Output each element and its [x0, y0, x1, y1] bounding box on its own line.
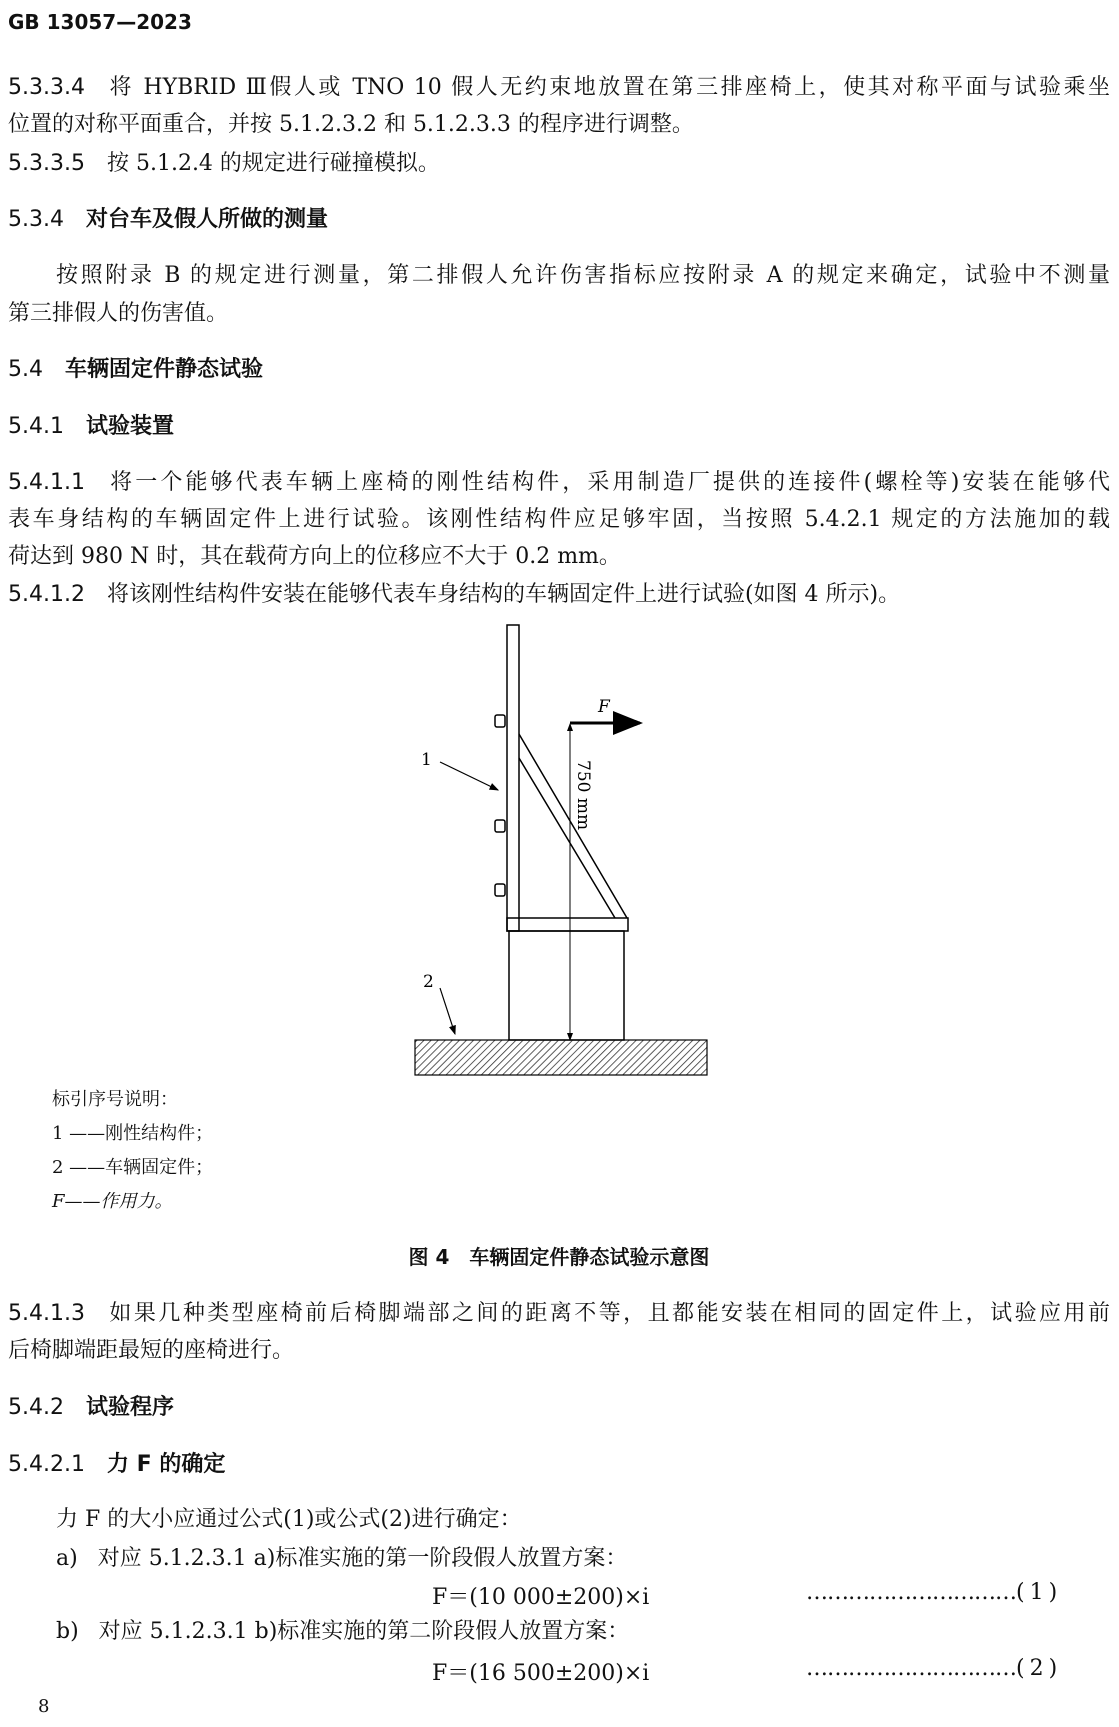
rigid-structure-upright: [507, 625, 519, 931]
clause-number: 5.3.3.5: [8, 151, 85, 176]
heading-5-4-2: [8, 1394, 1110, 1422]
heading-title: 对台车及假人所做的测量: [85, 207, 328, 232]
clause-text: 按 5.1.2.4 的规定进行碰撞模拟。: [106, 151, 440, 176]
leader-line-1: [440, 762, 498, 790]
list-text: 对应 5.1.2.3.1 a)标准实施的第一阶段假人放置方案：: [97, 1546, 628, 1571]
clause-5-4-1-3-cont: 后椅脚端距最短的座椅进行。: [8, 1338, 295, 1363]
formula-2-leader: [806, 1656, 1056, 1681]
paragraph-5-3-4-cont: 第三排假人的伤害值。: [8, 301, 229, 326]
list-text: 对应 5.1.2.3.1 b)标准实施的第二阶段假人放置方案：: [98, 1619, 630, 1644]
intro-text: 力 F 的大小应通过公式(1)或公式(2)进行确定：: [56, 1507, 522, 1532]
equation-number: ( 1 ): [1016, 1580, 1057, 1605]
heading-number: 5.4.2: [8, 1395, 64, 1420]
rigid-structure-brace: [519, 734, 627, 918]
clause-5-4-1-3: [8, 1300, 1110, 1328]
equation-number: ( 2 ): [1016, 1656, 1057, 1681]
list-marker: a): [56, 1546, 78, 1571]
leader-line-2: [440, 988, 455, 1034]
heading-number: 5.4.2.1: [8, 1452, 85, 1477]
heading-number: 5.3.4: [8, 207, 64, 232]
rigid-structure-base: [507, 918, 628, 931]
clause-5-4-1-1-cont2: 荷达到 980 N 时，其在载荷方向上的位移应不大于 0.2 mm。: [8, 544, 621, 569]
list-marker: b): [56, 1619, 79, 1644]
figure-caption: 图 4 车辆固定件静态试验示意图: [408, 1245, 710, 1269]
heading-title: 试验装置: [85, 414, 174, 439]
dimension-label: 750 mm: [573, 760, 593, 831]
clause-number: 5.4.1.3: [8, 1301, 85, 1326]
clause-text: 将该刚性结构件安装在能够代表车身结构的车辆固定件上进行试验(如图 4 所示)。: [106, 582, 901, 607]
heading-number: 5.4.1: [8, 414, 64, 439]
legend-item: 1 ——刚性结构件；: [52, 1123, 214, 1144]
force-label: F: [598, 697, 610, 717]
ground-hatch: [415, 1040, 707, 1075]
clause-text: 将一个能够代表车辆上座椅的刚性结构件，采用制造厂提供的连接件(螺栓等)安装在能够代: [106, 470, 1110, 495]
clause-5-4-1-1-cont: 表车身结构的车辆固定件上进行试验。该刚性结构件应足够牢固，当按照 5.4.2.1 规定的方法施加的载: [8, 507, 1110, 532]
heading-title: 力 F 的确定: [106, 1452, 226, 1477]
standard-header: GB 13057—2023: [8, 10, 192, 34]
formula-2: F＝(16 500±200)×i: [432, 1661, 650, 1686]
vehicle-anchorage-block: [509, 931, 624, 1040]
list-item-a: [56, 1545, 1110, 1573]
legend-title: 标引序号说明：: [52, 1089, 178, 1110]
formula-1-leader: [806, 1580, 1056, 1605]
callout-1: 1: [421, 750, 432, 770]
bolt: [495, 715, 505, 727]
heading-title: 试验程序: [85, 1395, 174, 1420]
formula-1: F＝(10 000±200)×i: [432, 1585, 650, 1610]
list-item-b: [56, 1618, 1110, 1646]
clause-number: 5.3.3.4: [8, 75, 85, 100]
paragraph-5-3-4: 按照附录 B 的规定进行测量，第二排假人允许伤害指标应按附录 A 的规定来确定，试验中不测量: [56, 263, 1110, 288]
bolt: [495, 884, 505, 896]
heading-title: 车辆固定件静态试验: [65, 357, 264, 382]
legend-item: 2 ——车辆固定件；: [52, 1157, 214, 1178]
heading-number: 5.4: [8, 357, 43, 382]
clause-number: 5.4.1.2: [8, 582, 85, 607]
page-number: 8: [38, 1696, 50, 1717]
leader-dots: …………………………: [806, 1580, 1016, 1605]
clause-text: 将 HYBRID Ⅲ假人或 TNO 10 假人无约束地放置在第三排座椅上，使其对称平面与试验乘坐: [106, 75, 1110, 100]
clause-number: 5.4.1.1: [8, 470, 85, 495]
bolt: [495, 820, 505, 832]
callout-2: 2: [423, 972, 434, 992]
legend-item: F——作用力。: [52, 1191, 173, 1212]
clause-5-3-3-4-cont: 位置的对称平面重合，并按 5.1.2.3.2 和 5.1.2.3.3 的程序进行调整。: [8, 112, 694, 137]
clause-text: 如果几种类型座椅前后椅脚端部之间的距离不等，且都能安装在相同的固定件上，试验应用前: [106, 1301, 1110, 1326]
leader-dots: …………………………: [806, 1656, 1016, 1681]
heading-5-4-2-1: [8, 1451, 1110, 1479]
